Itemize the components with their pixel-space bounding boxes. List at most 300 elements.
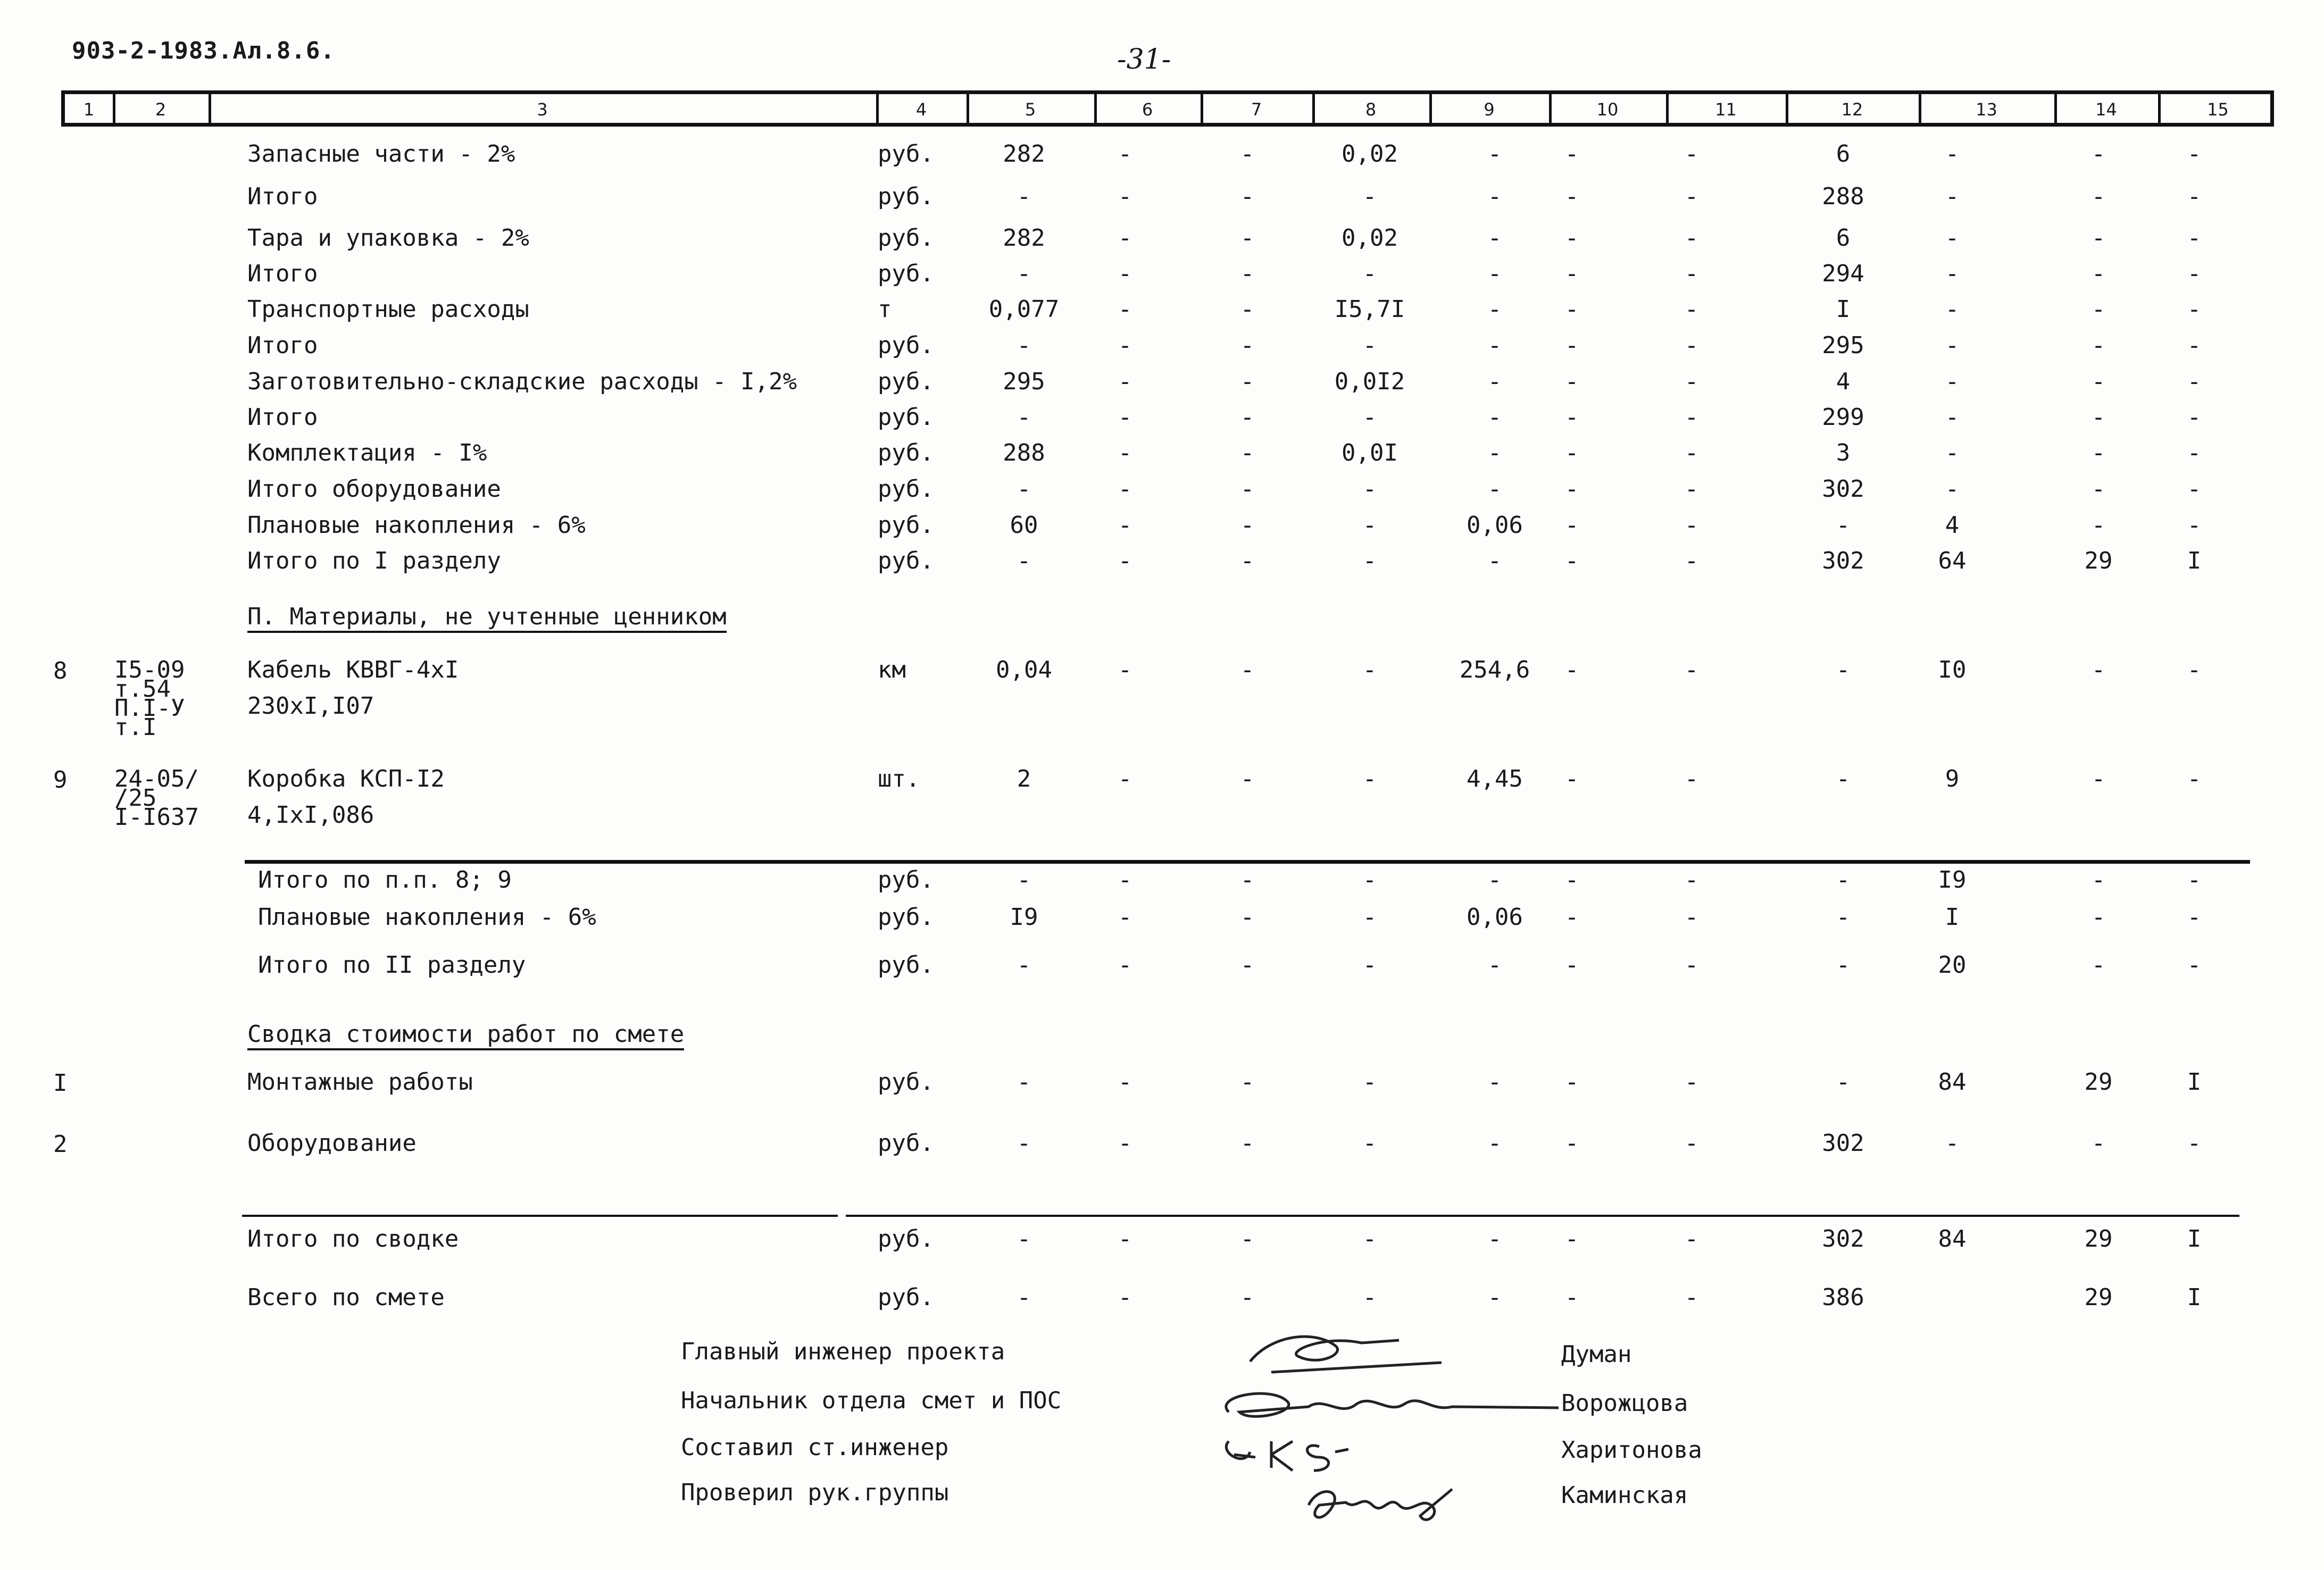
value-cell: 29: [2084, 547, 2113, 574]
price-reference: П.I-У: [114, 695, 185, 722]
item-name: Тара и упаковка - 2%: [247, 224, 529, 252]
value-cell: -: [2091, 140, 2106, 168]
value-cell: 295: [1003, 368, 1045, 395]
value-cell: -: [1684, 475, 1699, 503]
signature-name: Харитонова: [1561, 1437, 1702, 1464]
summary-divider-right: [846, 1215, 2239, 1217]
value-cell: -: [1240, 951, 1255, 979]
column-number: 11: [1715, 99, 1737, 120]
value-cell: -: [1564, 547, 1579, 574]
signature-role: Главный инженер проекта: [681, 1338, 1005, 1365]
value-cell: -: [1487, 332, 1502, 359]
value-cell: -: [2091, 765, 2106, 792]
row-number: 9: [53, 766, 68, 794]
unit-cell: руб.: [878, 951, 934, 979]
value-cell: -: [1564, 951, 1579, 979]
value-cell: -: [1118, 404, 1132, 431]
value-cell: -: [1564, 260, 1579, 287]
value-cell: -: [1945, 1130, 1960, 1157]
value-cell: -: [1118, 866, 1132, 893]
value-cell: 302: [1822, 547, 1864, 574]
value-cell: -: [1240, 656, 1255, 683]
value-cell: -: [2091, 183, 2106, 210]
value-cell: -: [1684, 904, 1699, 931]
value-cell: 29: [2084, 1225, 2113, 1252]
value-cell: 29: [2084, 1284, 2113, 1311]
value-cell: -: [1684, 404, 1699, 431]
value-cell: -: [1362, 404, 1377, 431]
value-cell: -: [1362, 1068, 1377, 1096]
column-number: 8: [1365, 99, 1377, 120]
value-cell: -: [1836, 904, 1851, 931]
value-cell: -: [1487, 140, 1502, 168]
document-code: 903-2-1983.Ал.8.6.: [72, 37, 335, 64]
value-cell: -: [2091, 512, 2106, 539]
item-name: Плановые накопления - 6%: [258, 904, 596, 931]
value-cell: -: [1487, 296, 1502, 323]
value-cell: -: [2187, 656, 2202, 683]
value-cell: -: [1564, 475, 1579, 503]
value-cell: -: [1564, 1225, 1579, 1252]
column-separator: [1549, 94, 1552, 123]
value-cell: -: [2091, 1130, 2106, 1157]
value-cell: 60: [1010, 512, 1038, 539]
value-cell: -: [1487, 1068, 1502, 1096]
value-cell: -: [2187, 260, 2202, 287]
signature-role: Проверил рук.группы: [681, 1479, 949, 1506]
value-cell: -: [1240, 866, 1255, 893]
column-number: 5: [1024, 99, 1036, 120]
value-cell: -: [1684, 140, 1699, 168]
section-heading: П. Материалы, не учтенные ценником: [247, 605, 727, 633]
price-reference: I-I637: [114, 804, 199, 831]
row-number: 2: [53, 1131, 68, 1158]
column-separator: [2054, 94, 2057, 123]
column-number: 6: [1142, 99, 1153, 120]
value-cell: -: [1564, 404, 1579, 431]
value-cell: -: [1362, 183, 1377, 210]
value-cell: -: [1118, 765, 1132, 792]
value-cell: -: [2187, 866, 2202, 893]
item-name: 4,IхI,086: [247, 801, 374, 829]
value-cell: -: [1118, 183, 1132, 210]
value-cell: -: [2091, 296, 2106, 323]
column-number-bar: [61, 90, 2274, 127]
value-cell: -: [1564, 866, 1579, 893]
value-cell: I: [2187, 1225, 2202, 1252]
item-name: Плановые накопления - 6%: [247, 512, 586, 539]
item-name: Всего по смете: [247, 1284, 445, 1311]
column-number: 12: [1841, 99, 1863, 120]
value-cell: -: [1487, 951, 1502, 979]
value-cell: 386: [1822, 1284, 1864, 1311]
value-cell: -: [2187, 475, 2202, 503]
value-cell: -: [1017, 1225, 1031, 1252]
value-cell: -: [2091, 404, 2106, 431]
value-cell: -: [1362, 1130, 1377, 1157]
value-cell: -: [1945, 140, 1960, 168]
column-separator: [209, 94, 211, 123]
item-name: 230хI,I07: [247, 692, 374, 720]
value-cell: -: [1945, 183, 1960, 210]
value-cell: -: [2187, 512, 2202, 539]
value-cell: -: [2187, 140, 2202, 168]
value-cell: -: [1836, 951, 1851, 979]
value-cell: 0,0I2: [1334, 368, 1405, 395]
item-name: Транспортные расходы: [247, 296, 529, 323]
item-name: Итого по II разделу: [258, 951, 526, 979]
value-cell: -: [1362, 475, 1377, 503]
value-cell: -: [1240, 224, 1255, 252]
item-name: Заготовительно-складские расходы - I,2%: [247, 368, 797, 395]
handwritten-signature-4: [1298, 1473, 1457, 1537]
value-cell: I9: [1938, 866, 1967, 893]
value-cell: -: [1564, 332, 1579, 359]
value-cell: -: [2187, 332, 2202, 359]
unit-cell: руб.: [878, 866, 934, 893]
value-cell: 302: [1822, 1130, 1864, 1157]
value-cell: -: [1017, 1068, 1031, 1096]
value-cell: I: [2187, 1284, 2202, 1311]
value-cell: 288: [1822, 183, 1864, 210]
value-cell: 0,02: [1342, 224, 1398, 252]
value-cell: 302: [1822, 1225, 1864, 1252]
row-number: I: [53, 1070, 68, 1097]
value-cell: -: [1836, 1068, 1851, 1096]
price-reference: /25: [114, 784, 157, 812]
value-cell: I: [2187, 547, 2202, 574]
unit-cell: руб.: [878, 404, 934, 431]
value-cell: -: [1684, 368, 1699, 395]
value-cell: 288: [1003, 439, 1045, 466]
signature-name: Ворожцова: [1561, 1390, 1688, 1417]
value-cell: -: [1684, 183, 1699, 210]
value-cell: -: [2187, 951, 2202, 979]
value-cell: -: [1017, 547, 1031, 574]
value-cell: -: [1118, 1225, 1132, 1252]
value-cell: 254,6: [1459, 656, 1530, 683]
unit-cell: руб.: [878, 547, 934, 574]
column-separator: [967, 94, 969, 123]
value-cell: -: [1017, 475, 1031, 503]
value-cell: -: [1362, 765, 1377, 792]
signature-name: Думан: [1561, 1341, 1632, 1368]
value-cell: 0,0I: [1342, 439, 1398, 466]
value-cell: 6: [1836, 224, 1851, 252]
value-cell: -: [1118, 224, 1132, 252]
item-name: Итого: [247, 332, 318, 359]
value-cell: -: [1017, 951, 1031, 979]
value-cell: -: [1487, 224, 1502, 252]
value-cell: 20: [1938, 951, 1967, 979]
unit-cell: руб.: [878, 904, 934, 931]
value-cell: -: [1240, 1068, 1255, 1096]
value-cell: -: [1836, 866, 1851, 893]
item-name: Итого по п.п. 8; 9: [258, 866, 512, 893]
item-name: Кабель КВВГ-4хI: [247, 656, 459, 683]
value-cell: -: [1118, 260, 1132, 287]
value-cell: -: [2091, 332, 2106, 359]
value-cell: -: [1945, 296, 1960, 323]
value-cell: -: [1362, 260, 1377, 287]
value-cell: -: [2091, 866, 2106, 893]
value-cell: 4: [1836, 368, 1851, 395]
value-cell: -: [1564, 765, 1579, 792]
value-cell: 302: [1822, 475, 1864, 503]
unit-cell: км: [878, 656, 906, 683]
value-cell: -: [1240, 475, 1255, 503]
value-cell: -: [1240, 140, 1255, 168]
section-divider: [245, 860, 2250, 864]
value-cell: -: [1684, 332, 1699, 359]
column-number: 4: [915, 99, 927, 120]
value-cell: -: [1945, 368, 1960, 395]
value-cell: -: [1684, 1068, 1699, 1096]
value-cell: I9: [1010, 904, 1038, 931]
value-cell: -: [1240, 296, 1255, 323]
value-cell: -: [2091, 260, 2106, 287]
value-cell: -: [1564, 656, 1579, 683]
price-reference: I5-09: [114, 656, 185, 683]
value-cell: -: [1017, 866, 1031, 893]
item-name: Запасные части - 2%: [247, 140, 515, 168]
column-separator: [1201, 94, 1203, 123]
value-cell: -: [1362, 1225, 1377, 1252]
handwritten-signature-3: [1213, 1425, 1351, 1479]
unit-cell: руб.: [878, 1130, 934, 1157]
value-cell: -: [1118, 368, 1132, 395]
unit-cell: руб.: [878, 260, 934, 287]
value-cell: -: [1362, 1284, 1377, 1311]
value-cell: -: [1118, 1284, 1132, 1311]
column-separator: [2158, 94, 2161, 123]
unit-cell: руб.: [878, 224, 934, 252]
value-cell: -: [1240, 904, 1255, 931]
column-separator: [1429, 94, 1432, 123]
unit-cell: шт.: [878, 765, 920, 792]
value-cell: -: [1564, 904, 1579, 931]
value-cell: -: [2187, 368, 2202, 395]
value-cell: 0,04: [996, 656, 1052, 683]
value-cell: I: [2187, 1068, 2202, 1096]
column-separator: [1666, 94, 1669, 123]
value-cell: -: [1684, 765, 1699, 792]
value-cell: -: [1945, 439, 1960, 466]
value-cell: -: [1118, 512, 1132, 539]
value-cell: -: [1240, 404, 1255, 431]
value-cell: -: [1487, 1225, 1502, 1252]
value-cell: -: [1240, 1225, 1255, 1252]
value-cell: -: [1684, 1225, 1699, 1252]
value-cell: 3: [1836, 439, 1851, 466]
value-cell: -: [1945, 404, 1960, 431]
value-cell: -: [1240, 260, 1255, 287]
value-cell: I: [1945, 904, 1960, 931]
value-cell: -: [1836, 512, 1851, 539]
section-heading: Сводка стоимости работ по смете: [247, 1023, 684, 1050]
item-name: Коробка КСП-I2: [247, 765, 445, 792]
value-cell: -: [1487, 183, 1502, 210]
value-cell: -: [2187, 439, 2202, 466]
value-cell: -: [1240, 765, 1255, 792]
value-cell: 0,077: [988, 296, 1060, 323]
unit-cell: руб.: [878, 1225, 934, 1252]
value-cell: 294: [1822, 260, 1864, 287]
unit-cell: руб.: [878, 512, 934, 539]
value-cell: -: [2091, 904, 2106, 931]
column-separator: [876, 94, 879, 123]
value-cell: -: [2091, 951, 2106, 979]
value-cell: -: [1240, 183, 1255, 210]
value-cell: 9: [1945, 765, 1960, 792]
value-cell: -: [1362, 656, 1377, 683]
value-cell: -: [1118, 656, 1132, 683]
value-cell: -: [1240, 1284, 1255, 1311]
value-cell: -: [1945, 260, 1960, 287]
price-reference: т.I: [114, 714, 157, 741]
page-number: -31-: [1117, 44, 1171, 76]
value-cell: -: [1564, 1284, 1579, 1311]
value-cell: -: [1564, 224, 1579, 252]
unit-cell: руб.: [878, 140, 934, 168]
value-cell: -: [1362, 951, 1377, 979]
value-cell: -: [1564, 140, 1579, 168]
summary-divider-left: [242, 1215, 838, 1217]
value-cell: -: [1017, 404, 1031, 431]
item-name: Итого оборудование: [247, 475, 501, 503]
value-cell: -: [1684, 547, 1699, 574]
value-cell: -: [1118, 475, 1132, 503]
value-cell: 64: [1938, 547, 1967, 574]
value-cell: -: [1240, 547, 1255, 574]
value-cell: -: [2187, 765, 2202, 792]
column-separator: [113, 94, 115, 123]
value-cell: -: [1362, 332, 1377, 359]
unit-cell: руб.: [878, 475, 934, 503]
value-cell: -: [1240, 368, 1255, 395]
value-cell: -: [1564, 368, 1579, 395]
value-cell: 282: [1003, 224, 1045, 252]
column-number: 9: [1484, 99, 1495, 120]
value-cell: -: [1487, 439, 1502, 466]
unit-cell: руб.: [878, 332, 934, 359]
value-cell: -: [1118, 140, 1132, 168]
value-cell: -: [2091, 475, 2106, 503]
column-number: 7: [1251, 99, 1262, 120]
value-cell: -: [1017, 1284, 1031, 1311]
unit-cell: руб.: [878, 183, 934, 210]
value-cell: -: [1564, 296, 1579, 323]
value-cell: -: [2091, 368, 2106, 395]
value-cell: -: [1684, 1284, 1699, 1311]
value-cell: I0: [1938, 656, 1967, 683]
value-cell: -: [2187, 296, 2202, 323]
value-cell: -: [2091, 439, 2106, 466]
value-cell: -: [1487, 1284, 1502, 1311]
price-reference: т.54: [114, 675, 171, 703]
value-cell: 4: [1945, 512, 1960, 539]
value-cell: 0,06: [1467, 904, 1523, 931]
column-separator: [1312, 94, 1315, 123]
value-cell: I5,7I: [1334, 296, 1405, 323]
value-cell: -: [2187, 224, 2202, 252]
item-name: Комплектация - I%: [247, 439, 487, 466]
item-name: Итого: [247, 183, 318, 210]
value-cell: -: [2187, 404, 2202, 431]
column-separator: [1094, 94, 1097, 123]
value-cell: -: [2091, 656, 2106, 683]
value-cell: -: [1684, 512, 1699, 539]
value-cell: -: [1836, 656, 1851, 683]
value-cell: -: [1564, 512, 1579, 539]
value-cell: -: [1487, 866, 1502, 893]
column-number: 1: [83, 99, 95, 120]
unit-cell: руб.: [878, 439, 934, 466]
value-cell: -: [1362, 904, 1377, 931]
value-cell: I: [1836, 296, 1851, 323]
value-cell: -: [1684, 1130, 1699, 1157]
value-cell: 2: [1017, 765, 1031, 792]
column-number: 13: [1976, 99, 1997, 120]
value-cell: -: [1118, 547, 1132, 574]
value-cell: -: [1487, 260, 1502, 287]
unit-cell: руб.: [878, 1284, 934, 1311]
value-cell: -: [1684, 224, 1699, 252]
value-cell: -: [1487, 1130, 1502, 1157]
handwritten-signature-2: [1207, 1375, 1569, 1433]
value-cell: -: [1118, 1068, 1132, 1096]
value-cell: -: [1945, 475, 1960, 503]
value-cell: -: [1487, 368, 1502, 395]
value-cell: -: [1684, 951, 1699, 979]
item-name: Монтажные работы: [247, 1068, 473, 1096]
value-cell: -: [1362, 547, 1377, 574]
handwritten-signature-1: [1239, 1324, 1463, 1383]
row-number: 8: [53, 657, 68, 684]
signature-role: Составил ст.инженер: [681, 1434, 949, 1461]
value-cell: -: [1118, 1130, 1132, 1157]
value-cell: -: [2187, 1130, 2202, 1157]
value-cell: 29: [2084, 1068, 2113, 1096]
value-cell: -: [1836, 765, 1851, 792]
value-cell: -: [1017, 332, 1031, 359]
unit-cell: руб.: [878, 1068, 934, 1096]
value-cell: -: [1240, 512, 1255, 539]
value-cell: -: [2091, 224, 2106, 252]
item-name: Итого: [247, 260, 318, 287]
value-cell: -: [1564, 439, 1579, 466]
value-cell: 295: [1822, 332, 1864, 359]
column-number: 15: [2207, 99, 2229, 120]
signature-role: Начальник отдела смет и ПОС: [681, 1387, 1062, 1414]
value-cell: -: [1945, 332, 1960, 359]
unit-cell: руб.: [878, 368, 934, 395]
value-cell: 4,45: [1467, 765, 1523, 792]
value-cell: -: [1118, 296, 1132, 323]
column-number: 3: [537, 99, 548, 120]
column-number: 2: [155, 99, 166, 120]
value-cell: -: [1487, 404, 1502, 431]
item-name: Оборудование: [247, 1130, 417, 1157]
value-cell: -: [1240, 332, 1255, 359]
value-cell: -: [2187, 904, 2202, 931]
value-cell: -: [1564, 1068, 1579, 1096]
value-cell: -: [1017, 183, 1031, 210]
value-cell: -: [1487, 475, 1502, 503]
value-cell: -: [1684, 656, 1699, 683]
value-cell: -: [1118, 904, 1132, 931]
value-cell: -: [1564, 1130, 1579, 1157]
